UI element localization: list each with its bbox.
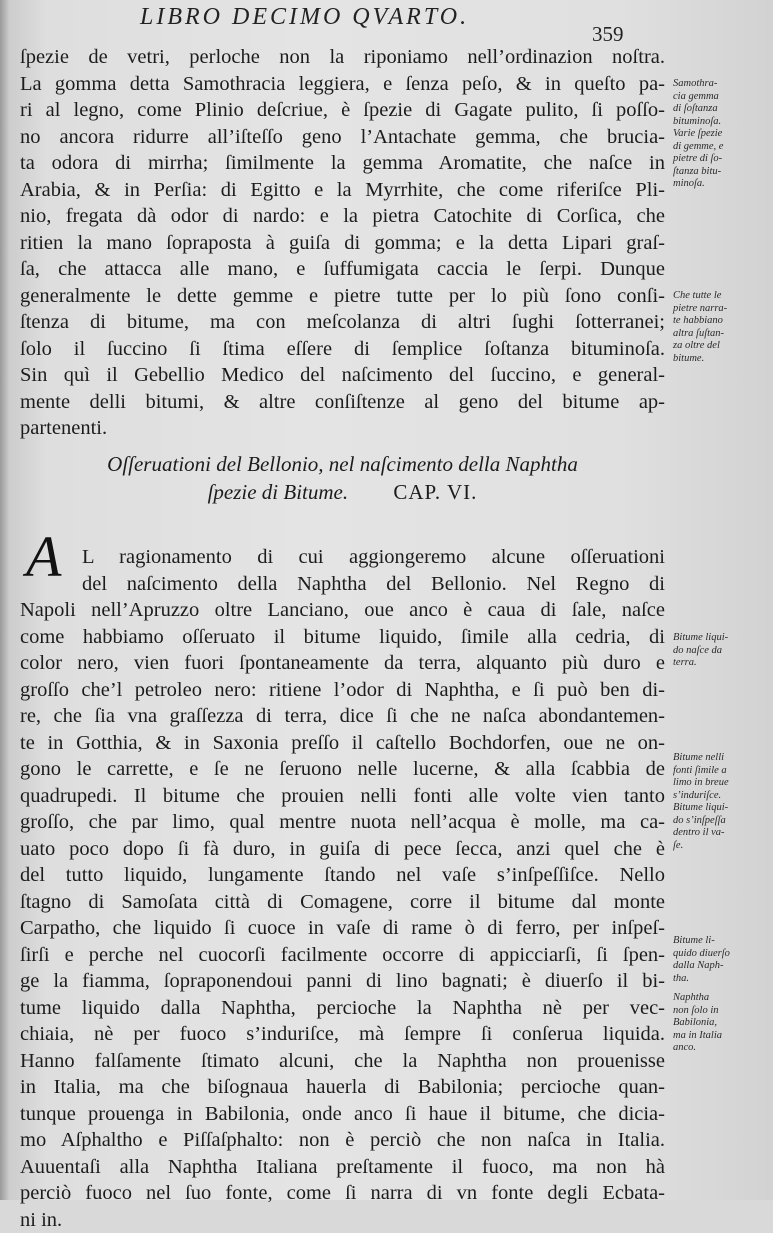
text-line: groſſo che’l petroleo nero: ritiene l’odor di Naphtha, e ſi può ben di- — [20, 677, 665, 704]
margin-note — [673, 935, 769, 985]
text-line: no ancora ridurre all’iſteſſo geno l’Antachate gemma, che brucia- — [20, 124, 665, 151]
margin-note — [673, 78, 769, 191]
text-line: ſirſi e perche nel cuocorſi facilmente occorre di appicciarſi, ſi ſpen- — [20, 942, 665, 969]
margin-note-line: do naſce da — [673, 645, 769, 658]
text-line: perciò fuoco nel ſuo fonte, come ſi narra di vn fonte degli Ecbata- — [20, 1180, 665, 1207]
margin-note-line: cia gemma — [673, 91, 769, 104]
margin-note-line: pietre di ſo- — [673, 153, 769, 166]
chapter-heading-line2 — [20, 480, 665, 505]
text-line: Hanno falſamente ſtimato alcuni, che la Naphtha non prouenisse — [20, 1048, 665, 1075]
text-line: nio, fregata dà odor di nardo: e la pietra Catochite di Corſica, che — [20, 203, 665, 230]
text-line: L ragionamento di cui aggiongeremo alcune oſſeruationi — [20, 544, 665, 571]
text-line: del naſcimento della Naphtha del Bellonio. Nel Regno di — [20, 571, 665, 598]
text-line: te in Gotthia, & in Saxonia preſſo il caſtello Bochdorfen, oue ne on- — [20, 730, 665, 757]
margin-note-line: minoſa. — [673, 178, 769, 191]
text-line: uato poco dopo ſi fà duro, in guiſa di pece ſecca, anzi quel che è — [20, 836, 665, 863]
margin-note-line: quido diuerſo — [673, 948, 769, 961]
margin-note-line: ſe. — [673, 840, 769, 853]
margin-note-line: Bitume liqui- — [673, 632, 769, 645]
margin-note-line: Bitume li- — [673, 935, 769, 948]
text-line: del tutto liquido, lungamente ſtando nel vaſe s’inſpeſſiſce. Nello — [20, 862, 665, 889]
margin-note-line: limo in breue — [673, 777, 769, 790]
margin-note-line: Babilonia, — [673, 1017, 769, 1030]
text-line: Auuentaſi alla Naphtha Italiana preſtamente il fuoco, ma non hà — [20, 1154, 665, 1181]
chapter-paragraph — [20, 544, 665, 1233]
chapter-heading-subtitle: ſpezie di Bitume. — [208, 480, 349, 504]
margin-note-line: anco. — [673, 1042, 769, 1055]
margin-note-line: ſtanza bitu- — [673, 166, 769, 179]
text-line: tume liquido dalla Naphtha, percioche la Naphtha nè per vec- — [20, 995, 665, 1022]
text-line: gono le carrette, e ſe ne ſeruono nelle lucerne, & alla ſcabbia de — [20, 756, 665, 783]
text-line: ni in. — [20, 1207, 665, 1233]
margin-note-line: Che tutte le — [673, 290, 769, 303]
text-line: mente delli bitumi, & altre conſiſtenze al geno del bitume ap- — [20, 389, 665, 416]
margin-note-line: Samothra- — [673, 78, 769, 91]
text-line: ſtagno di Samoſata città di Comagene, corre il bitume dal monte — [20, 889, 665, 916]
margin-note — [673, 752, 769, 852]
running-title: LIBRO DECIMO QVARTO. — [140, 4, 560, 31]
margin-note — [673, 290, 769, 365]
chapter-heading-line1: Oſſeruationi del Bellonio, nel naſcimento della Naphtha — [20, 452, 665, 477]
margin-note-line: Bitume liqui- — [673, 802, 769, 815]
text-line: Carpatho, che liquido ſi cuoce in vaſe di rame ò di ferro, per inſpeſ- — [20, 915, 665, 942]
chapter-number: CAP. VI. — [393, 480, 477, 504]
margin-note-line: altra ſuſtan- — [673, 328, 769, 341]
drop-cap-initial: A — [26, 528, 61, 586]
margin-note-line: do s’inſpeſſa — [673, 815, 769, 828]
margin-note-line: za oltre del — [673, 340, 769, 353]
text-line: quadrupedi. Il bitume che prouien nelli fonti alle volte vien tanto — [20, 783, 665, 810]
margin-note-line: Varie ſpezie — [673, 128, 769, 141]
text-line: ſpezie de vetri, perloche non la riponiamo nell’ordinazion noſtra. — [20, 44, 665, 71]
margin-note-line: non ſolo in — [673, 1005, 769, 1018]
margin-note-line: di gemme, e — [673, 141, 769, 154]
text-line: come habbiamo oſſeruato il bitume liquido, ſimile alla cedria, di — [20, 624, 665, 651]
margin-note-line: s’induriſce. — [673, 790, 769, 803]
text-line: ſa, che attacca alle mano, e ſuffumigata caccia le ſerpi. Dunque — [20, 256, 665, 283]
margin-note-line: bitume. — [673, 353, 769, 366]
text-line: partenenti. — [20, 415, 665, 442]
text-line: ſolo il ſuccino ſi ſtima eſſere di ſemplice ſoſtanza bituminoſa. — [20, 336, 665, 363]
text-line: Sin quì il Gebellio Medico del naſcimento del ſuccino, e general- — [20, 362, 665, 389]
page-number: 359 — [592, 22, 624, 47]
margin-note — [673, 992, 769, 1055]
text-line: Napoli nell’Apruzzo oltre Lanciano, oue anco è caua di ſale, naſce — [20, 597, 665, 624]
margin-note-line: te habbiano — [673, 315, 769, 328]
text-line: color nero, vien fuori ſpontaneamente da terra, alquanto più duro e — [20, 650, 665, 677]
text-line: ritien la mano ſopraposta à guiſa di gomma; e la detta Lipari graſ- — [20, 230, 665, 257]
text-line: ge la fiamma, ſopraponendoui panni di lino bagnati; è diuerſo il bi- — [20, 968, 665, 995]
text-line: ri al legno, come Plinio deſcriue, è ſpezie di Gagate pulito, ſi poſſo- — [20, 97, 665, 124]
margin-note-line: ma in Italia — [673, 1030, 769, 1043]
text-line: chiaia, nè per fuoco s’induriſce, mà ſempre ſi conſerua liquida. — [20, 1021, 665, 1048]
text-line: re, che ſia vna graſſezza di terra, dice ſi che ne naſca abondantemen- — [20, 703, 665, 730]
margin-note-line: tha. — [673, 973, 769, 986]
margin-note-line: di ſoſtanza — [673, 103, 769, 116]
margin-note-line: terra. — [673, 657, 769, 670]
margin-note-line: Bitume nelli — [673, 752, 769, 765]
margin-note-line: Naphtha — [673, 992, 769, 1005]
text-line: Arabia, & in Perſia: di Egitto e la Myrrhite, che come riferiſce Pli- — [20, 177, 665, 204]
text-line: groſſo, che par limo, qual mentre nuota nell’acqua è molle, ma ca- — [20, 809, 665, 836]
text-line: ta odora di mirrha; ſimilmente la gemma Aromatite, che naſce in — [20, 150, 665, 177]
text-line: mo Aſphaltho e Piſſaſphalto: non è perciò che non naſca in Italia. — [20, 1127, 665, 1154]
page-gutter-shadow — [0, 0, 10, 1200]
margin-note-line: fonti ſimile a — [673, 765, 769, 778]
text-line: in Italia, ma che biſognaua hauerla di Babilonia; percioche quan- — [20, 1074, 665, 1101]
text-line: generalmente le dette gemme e pietre tutte per lo più ſono conſi- — [20, 283, 665, 310]
text-line: ſtenza di bitume, ma con meſcolanza di altri ſughi ſotterranei; — [20, 309, 665, 336]
margin-note-line: pietre narra- — [673, 303, 769, 316]
paragraph-continued — [20, 44, 665, 442]
margin-note-line: dalla Naph- — [673, 960, 769, 973]
margin-note-line: dentro il va- — [673, 827, 769, 840]
text-line: tunque prouenga in Babilonia, onde anco ſi haue il bitume, che dicia- — [20, 1101, 665, 1128]
margin-note-line: bituminoſa. — [673, 116, 769, 129]
text-line: La gomma detta Samothracia leggiera, e ſenza peſo, & in queſto pa- — [20, 71, 665, 98]
margin-note — [673, 632, 769, 670]
